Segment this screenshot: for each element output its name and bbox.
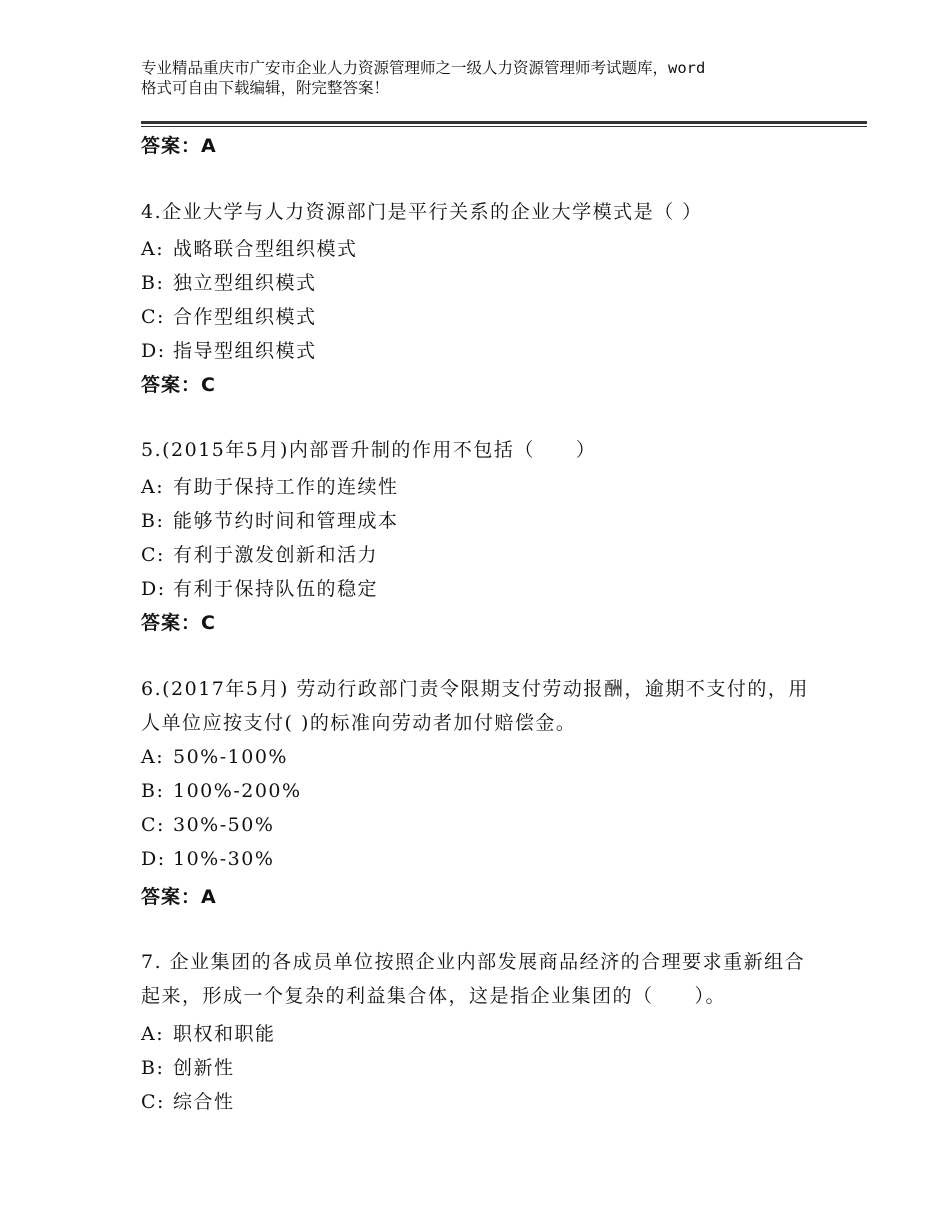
- option-text: 创新性: [173, 1057, 235, 1079]
- option-letter: B:: [141, 780, 165, 802]
- q4-option-c: [141, 302, 317, 329]
- header-rule-thick: [141, 121, 867, 124]
- answer-label: 答案：: [141, 612, 202, 634]
- question-5: 5.(2015年5月)内部晋升制的作用不包括（ ）: [141, 439, 597, 461]
- document-header: [141, 58, 841, 98]
- option-text: 有利于激发创新和活力: [173, 544, 379, 566]
- option-text: 10%-30%: [173, 848, 275, 870]
- answer-label: 答案：: [141, 374, 202, 396]
- question-4: 4.企业大学与人力资源部门是平行关系的企业大学模式是（ ）: [141, 201, 703, 223]
- answer-prev: [141, 131, 217, 158]
- q5-answer: [141, 608, 216, 635]
- header-rule-thin: [141, 126, 867, 127]
- option-text: 职权和职能: [173, 1023, 276, 1045]
- option-letter: B:: [141, 510, 165, 532]
- q4-option-b: [141, 268, 317, 295]
- option-text: 能够节约时间和管理成本: [173, 510, 399, 532]
- option-letter: A:: [141, 238, 165, 260]
- option-letter: C:: [141, 306, 165, 328]
- q7-option-a: [141, 1019, 276, 1046]
- q6-option-c: [141, 814, 274, 836]
- header-line-2: 格式可自由下载编辑，附完整答案！: [141, 79, 390, 97]
- option-text: 100%-200%: [173, 780, 302, 802]
- q6-answer: [141, 882, 217, 909]
- q7-option-c: [141, 1087, 235, 1114]
- q5-option-a: [141, 472, 399, 499]
- answer-value: C: [201, 374, 216, 396]
- option-letter: A:: [141, 1023, 165, 1045]
- option-letter: D:: [141, 340, 166, 362]
- option-text: 独立型组织模式: [173, 272, 317, 294]
- option-letter: B:: [141, 272, 165, 294]
- q5-option-c: [141, 540, 378, 567]
- option-letter: A:: [141, 476, 165, 498]
- q4-option-a: [141, 234, 358, 261]
- option-text: 合作型组织模式: [173, 306, 317, 328]
- option-text: 有助于保持工作的连续性: [173, 476, 399, 498]
- option-letter: C:: [141, 814, 165, 836]
- option-text: 有利于保持队伍的稳定: [173, 578, 379, 600]
- option-letter: C:: [141, 544, 165, 566]
- option-text: 指导型组织模式: [173, 340, 317, 362]
- option-text: 战略联合型组织模式: [173, 238, 358, 260]
- question-6: 6.(2017年5月) 劳动行政部门责令限期支付劳动报酬，逾期不支付的，用人单位应按支付( )的标准向劳动者加付赔偿金。: [141, 678, 809, 734]
- q4-answer: [141, 370, 216, 397]
- q4-option-d: [141, 336, 317, 363]
- option-letter: D:: [141, 578, 166, 600]
- q7-option-b: [141, 1053, 235, 1080]
- option-letter: D:: [141, 848, 166, 870]
- q5-option-b: [141, 506, 399, 533]
- option-text: 30%-50%: [173, 814, 275, 836]
- q6-option-d: [141, 848, 274, 870]
- option-letter: B:: [141, 1057, 165, 1079]
- option-text: 50%-100%: [173, 746, 288, 768]
- option-letter: A:: [141, 746, 165, 768]
- answer-value: A: [201, 135, 217, 157]
- answer-value: A: [201, 886, 217, 908]
- answer-label: 答案：: [141, 886, 202, 908]
- answer-label: 答案：: [141, 135, 202, 157]
- q6-option-a: [141, 746, 288, 768]
- q5-option-d: [141, 574, 378, 601]
- option-text: 综合性: [173, 1091, 235, 1113]
- question-7: 7. 企业集团的各成员单位按照企业内部发展商品经济的合理要求重新组合起来，形成一个复杂的利益集合体，这是指企业集团的（ ）。: [141, 951, 806, 1007]
- answer-value: C: [201, 612, 216, 634]
- q6-option-b: [141, 780, 302, 802]
- header-line-1: 专业精品重庆市广安市企业人力资源管理师之一级人力资源管理师考试题库，word: [141, 59, 706, 77]
- option-letter: C:: [141, 1091, 165, 1113]
